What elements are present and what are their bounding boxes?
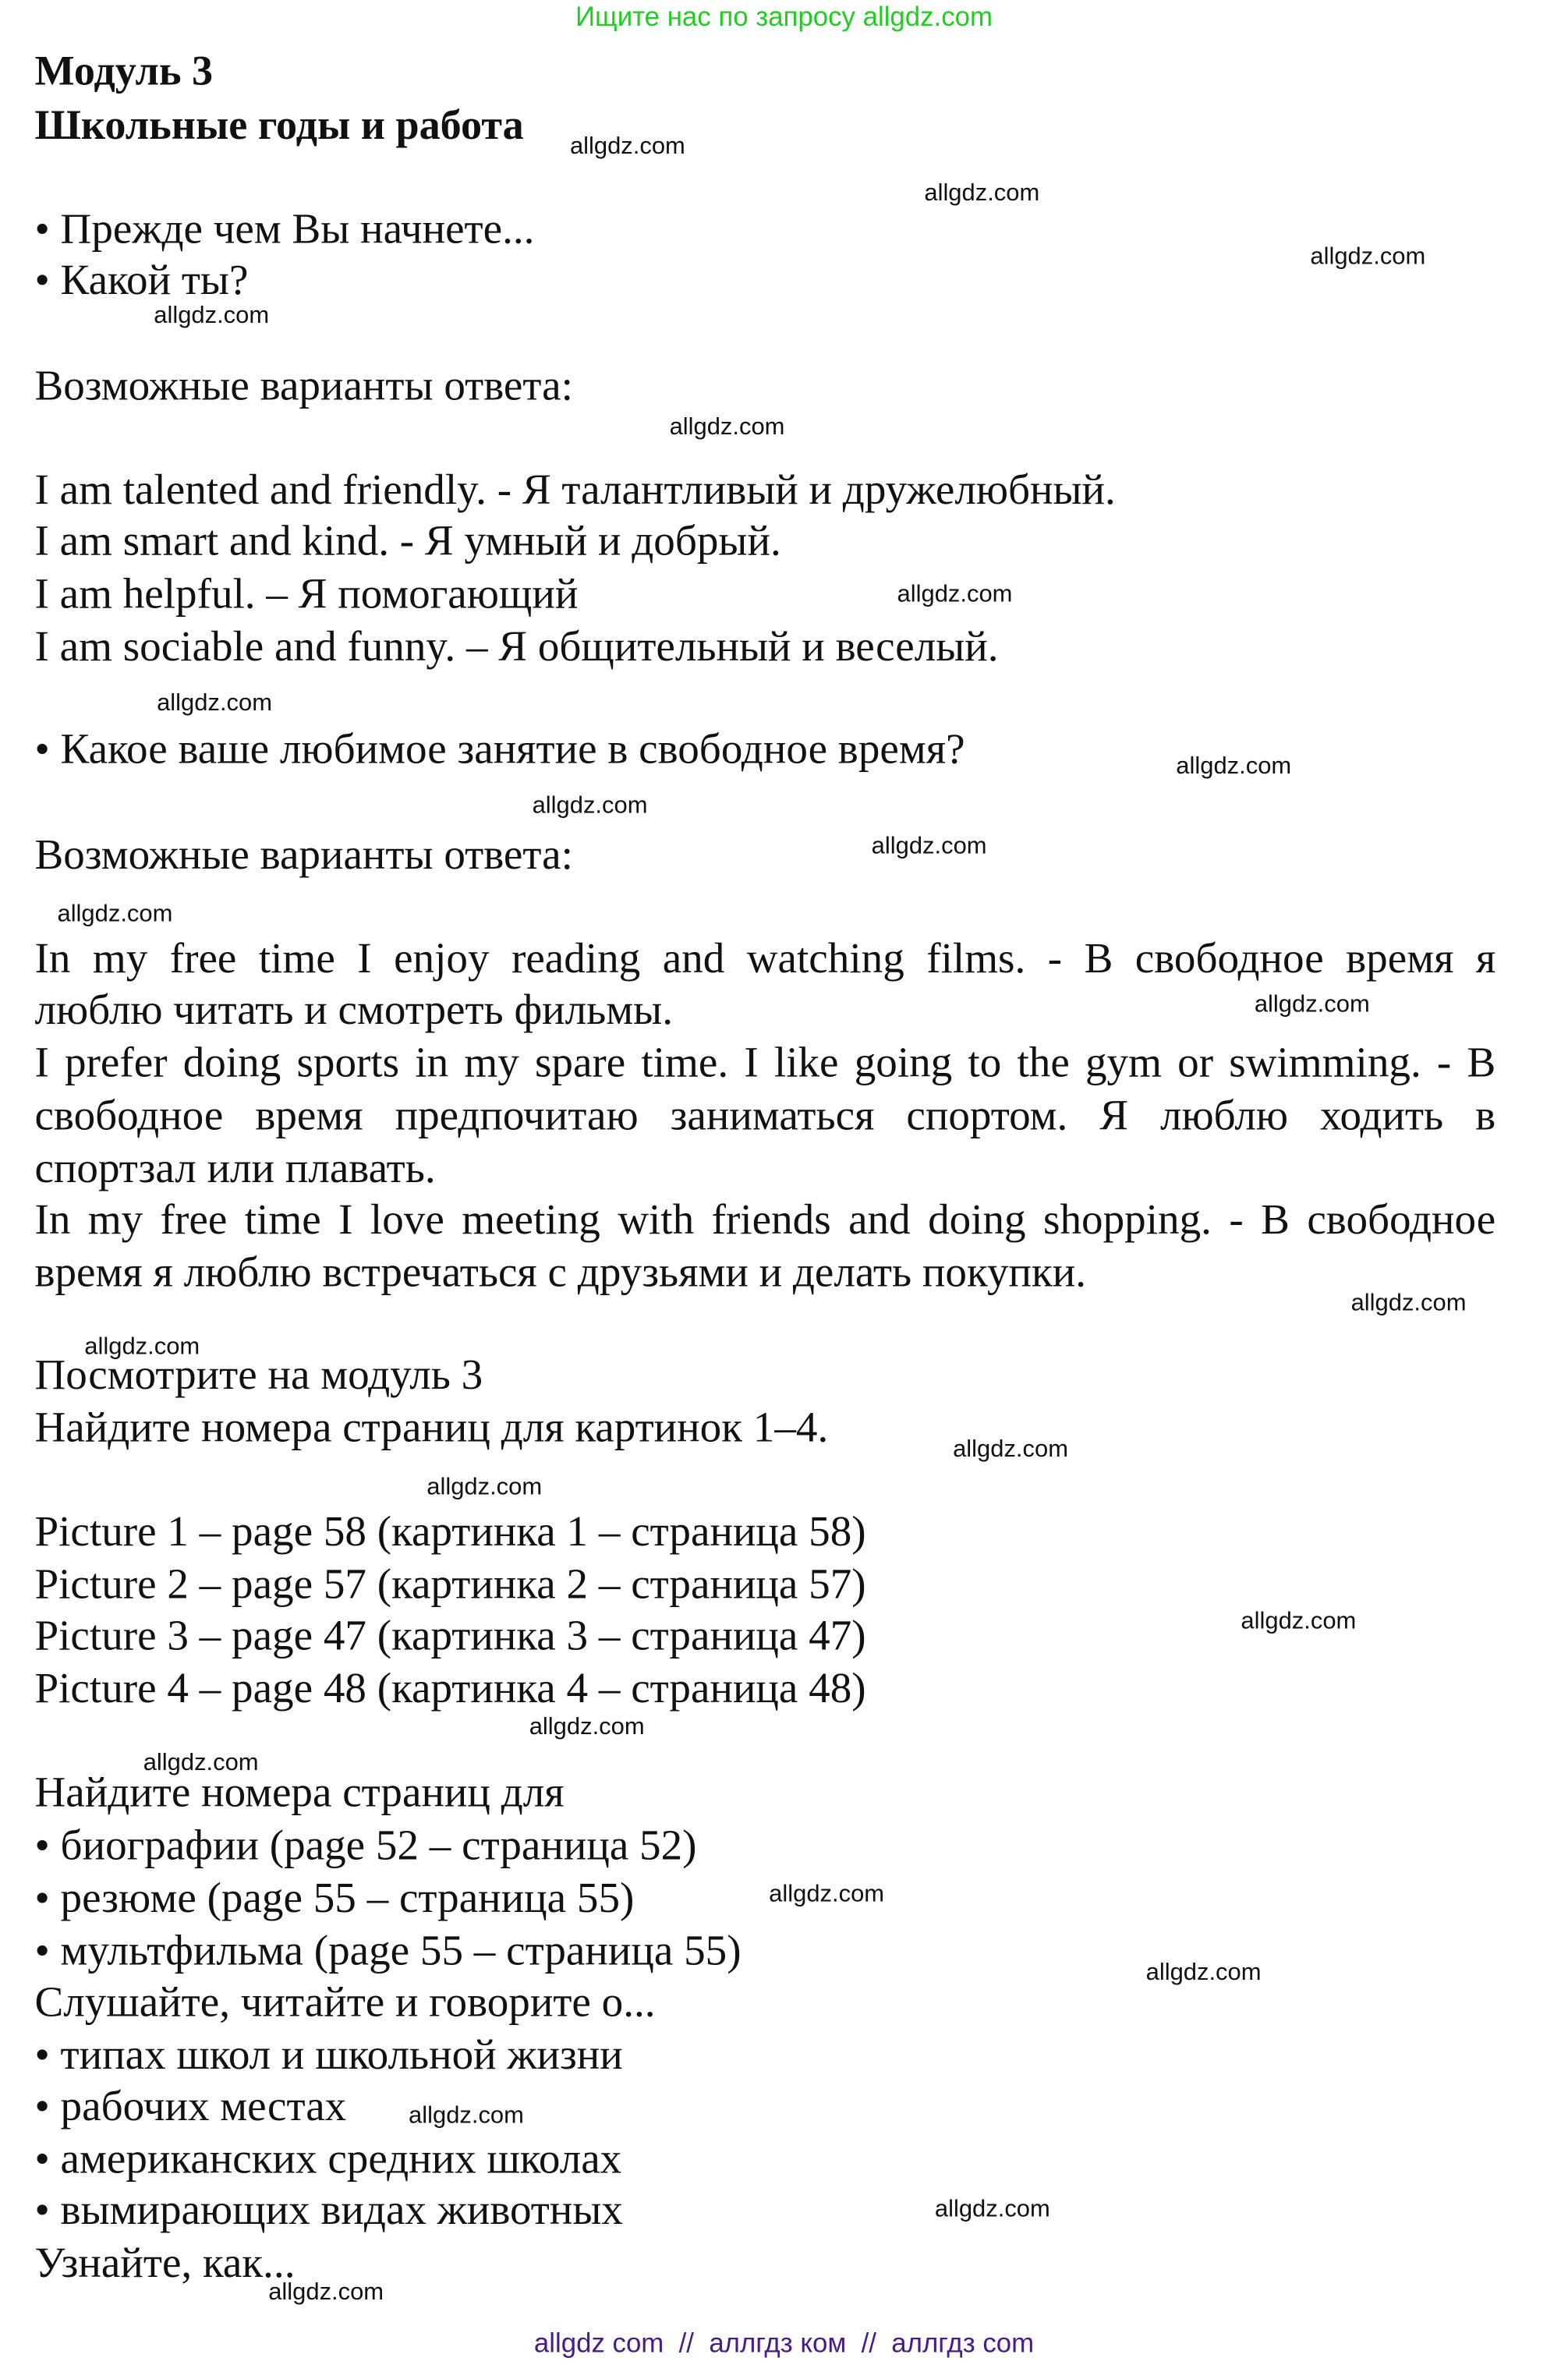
text-line: • американских средних школах <box>34 2137 622 2183</box>
watermark: allgdz.com <box>1145 1960 1262 1986</box>
text-line: • мультфильма (page 55 – страница 55) <box>34 1928 742 1976</box>
watermark: allgdz.com <box>1241 1609 1357 1635</box>
watermark: allgdz.com <box>268 2279 384 2306</box>
answer-line: спортзал или плавать. <box>34 1145 436 1193</box>
watermark: allgdz.com <box>532 793 648 819</box>
intro-item: • Прежде чем Вы начнете... <box>34 206 535 253</box>
text-line: • типах школ и школьной жизни <box>34 2032 623 2080</box>
answers-label: Возможные варианты ответа: <box>34 363 573 410</box>
answer-line: I am talented and friendly. - Я талантливый и дружелюбный. <box>34 467 1116 515</box>
watermark: allgdz.com <box>871 834 987 860</box>
picture-line: Picture 3 – page 47 (картинка 3 – страница 47) <box>34 1613 866 1661</box>
watermark: allgdz.com <box>924 181 1040 207</box>
look-line: Найдите номера страниц для картинок 1–4. <box>34 1405 829 1453</box>
answers-label: Возможные варианты ответа: <box>34 832 573 880</box>
look-line: Посмотрите на модуль 3 <box>34 1352 483 1400</box>
picture-line: Picture 4 – page 48 (картинка 4 – страница 48) <box>34 1666 866 1713</box>
watermark: allgdz.com <box>143 1751 259 1776</box>
picture-line: Picture 1 – page 58 (картинка 1 – страница 58) <box>34 1509 866 1556</box>
text-line: Узнайте, как... <box>34 2240 296 2288</box>
answer-line: свободное время предпочитаю заниматься спортом. Я люблю ходить в <box>34 1092 1496 1140</box>
watermark: allgdz.com <box>569 134 685 160</box>
watermark: allgdz.com <box>1254 992 1370 1018</box>
watermark: allgdz.com <box>934 2197 1050 2223</box>
text-line: Найдите номера страниц для <box>34 1770 565 1818</box>
answer-line: In my free time I love meeting with friends and doing shopping. - В свободное <box>34 1197 1496 1244</box>
watermark: allgdz.com <box>154 303 270 329</box>
module-title: Модуль 3 <box>34 48 214 95</box>
footer-links[interactable] <box>0 2328 1568 2360</box>
footer-text[interactable]: allgdz com // аллгдз ком // аллгдз com <box>533 2328 1035 2359</box>
answer-line: I prefer doing sports in my spare time. I like going to the gym or swimming. - В <box>34 1040 1496 1088</box>
text-line: • рабочих местах <box>34 2083 347 2131</box>
text-line: • резюме (page 55 – страница 55) <box>34 1875 635 1923</box>
watermark: allgdz.com <box>427 1475 543 1501</box>
watermark: allgdz.com <box>84 1334 200 1361</box>
answer-line: люблю читать и смотреть фильмы. <box>34 987 674 1035</box>
watermark: allgdz.com <box>953 1436 1068 1463</box>
watermark: allgdz.com <box>157 690 273 717</box>
module-subtitle: Школьные годы и работа <box>34 102 524 150</box>
text-line: Слушайте, читайте и говорите о... <box>34 1979 656 2027</box>
question: • Какое ваше любимое занятие в свободное время? <box>34 727 965 774</box>
watermark: allgdz.com <box>669 414 785 441</box>
answer-line: In my free time I enjoy reading and watching films. - В свободное время я <box>34 936 1496 983</box>
watermark: allgdz.com <box>57 901 173 928</box>
watermark: allgdz.com <box>529 1714 645 1740</box>
watermark: allgdz.com <box>409 2103 524 2129</box>
watermark: allgdz.com <box>1176 753 1292 780</box>
answer-line: I am helpful. – Я помогающий <box>34 571 579 618</box>
watermark: allgdz.com <box>897 582 1013 608</box>
text-line: • вымирающих видах животных <box>34 2187 623 2235</box>
search-banner[interactable]: Ищите нас по запросу allgdz.com <box>575 1 993 32</box>
answer-line: I am sociable and funny. – Я общительный и веселый. <box>34 624 999 671</box>
answer-line: I am smart and kind. - Я умный и добрый. <box>34 519 781 566</box>
watermark: allgdz.com <box>769 1882 885 1908</box>
text-line: • биографии (page 52 – страница 52) <box>34 1822 697 1870</box>
watermark: allgdz.com <box>1310 244 1426 271</box>
watermark: allgdz.com <box>1350 1290 1467 1317</box>
intro-item: • Какой ты? <box>34 257 249 305</box>
picture-line: Picture 2 – page 57 (картинка 2 – страница 57) <box>34 1562 866 1609</box>
answer-line: время я люблю встречаться с друзьями и делать покупки. <box>34 1250 1087 1297</box>
